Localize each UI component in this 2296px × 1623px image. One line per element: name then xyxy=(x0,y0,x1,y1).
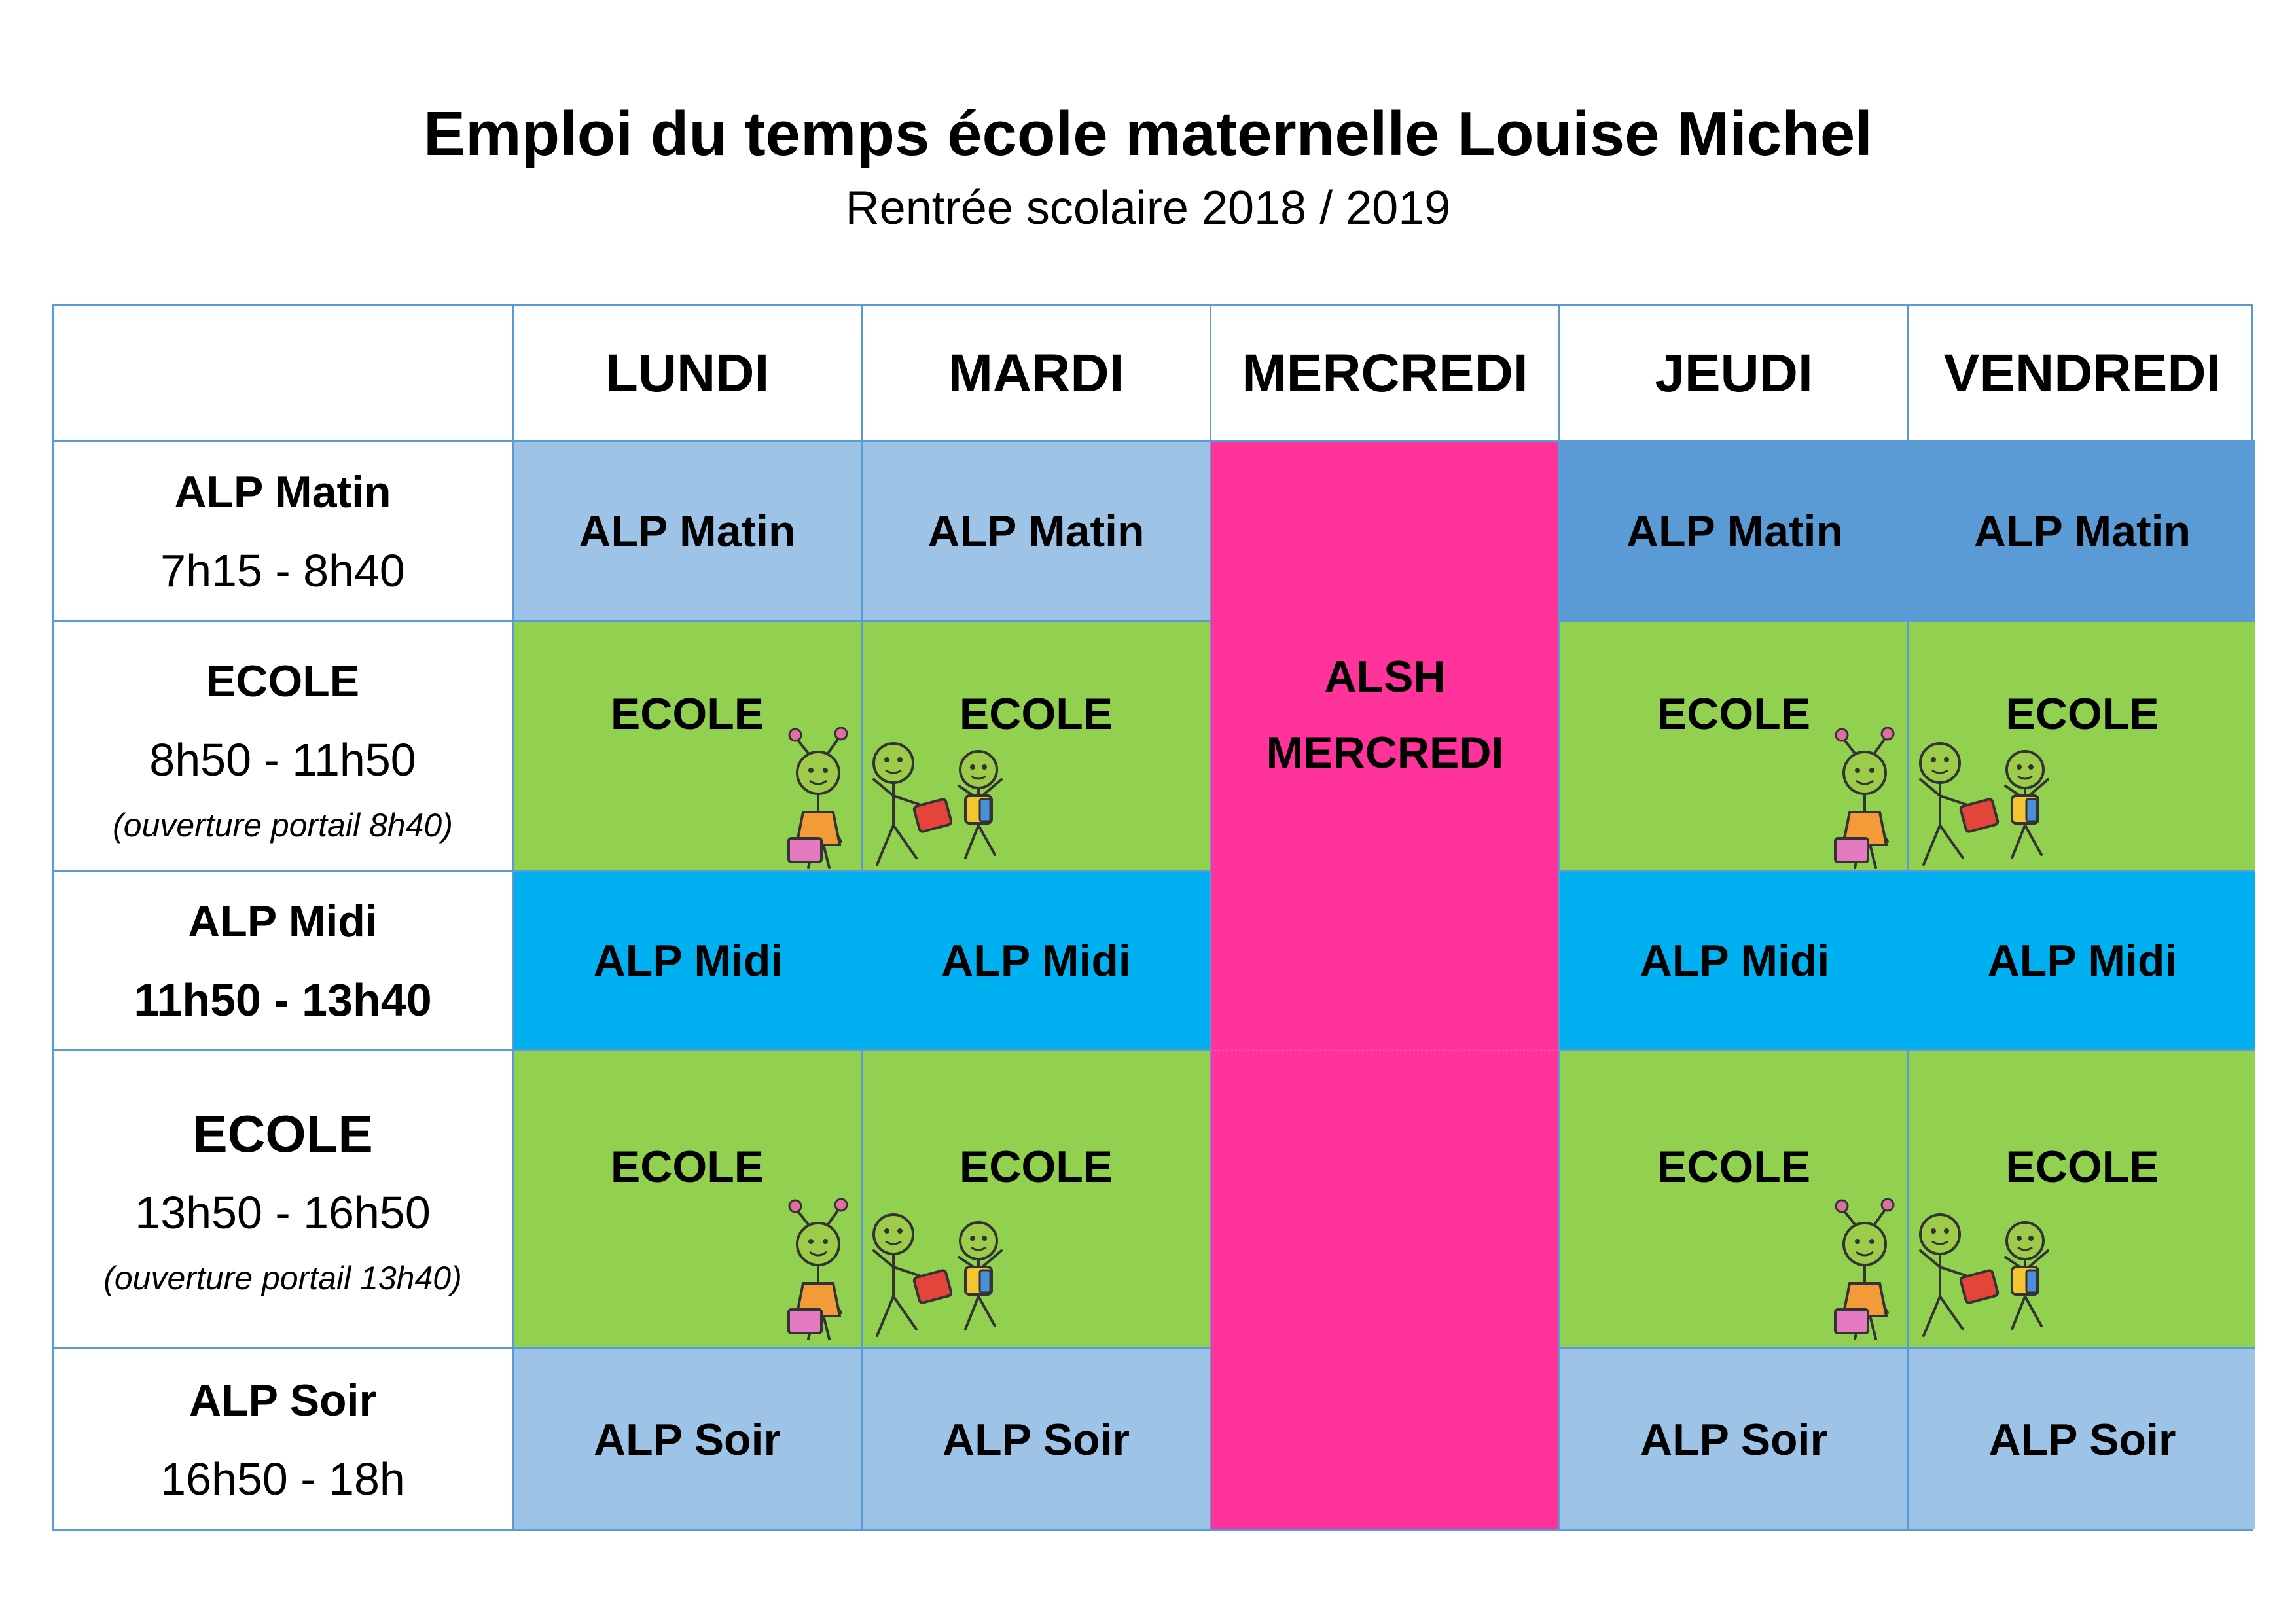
activity-label: ALP Midi xyxy=(1987,936,2178,986)
row-label-ecole-matin xyxy=(54,622,514,872)
activity-label: ECOLE xyxy=(610,1141,764,1192)
activity-label: ALP Soir xyxy=(1640,1414,1827,1465)
row-name: ECOLE xyxy=(192,1104,373,1163)
children-illustration xyxy=(769,727,1031,871)
activity-label: ECOLE xyxy=(1657,688,1811,739)
cell-mercredi-ecole-apres-midi xyxy=(1211,1051,1560,1349)
activity-label: ALP Matin xyxy=(1626,507,1844,556)
activity-label: ALP Midi xyxy=(1640,936,1830,986)
cell-jeudi-ecole-matin xyxy=(1560,622,1909,872)
children-illustration xyxy=(1816,1198,2077,1342)
cell-jeudi-alp-matin xyxy=(1560,442,1909,622)
day-header-mercredi: MERCREDI xyxy=(1211,306,1560,442)
activity-label: ALP Soir xyxy=(1988,1414,2176,1465)
activity-label: ECOLE xyxy=(2005,1141,2159,1192)
row-time: 7h15 - 8h40 xyxy=(160,545,405,596)
activity-label: ALP Soir xyxy=(594,1414,781,1465)
cell-mardi-alp-soir xyxy=(863,1349,1211,1529)
cell-mercredi-alp-midi xyxy=(1211,872,1560,1051)
page-title: Emploi du temps école maternelle Louise Michel xyxy=(423,99,1873,169)
cell-mercredi-alsh xyxy=(1211,622,1560,872)
alsh-label: ALSH xyxy=(1324,651,1446,702)
day-header-jeudi: JEUDI xyxy=(1560,306,1909,442)
cell-lundi-alp-midi xyxy=(514,872,863,1051)
alsh-label-day: MERCREDI xyxy=(1266,727,1504,777)
activity-label: ECOLE xyxy=(959,1141,1113,1192)
row-label-alp-soir xyxy=(54,1349,514,1529)
row-label-ecole-apres-midi xyxy=(54,1051,514,1349)
cell-mercredi-alp-soir xyxy=(1211,1349,1560,1529)
row-name: ALP Midi xyxy=(188,897,378,946)
activity-label: ECOLE xyxy=(1657,1141,1811,1192)
day-header-vendredi: VENDREDI xyxy=(1909,306,2255,442)
cell-mardi-alp-midi xyxy=(863,872,1211,1051)
row-label-alp-midi xyxy=(54,872,514,1051)
day-header-lundi: LUNDI xyxy=(514,306,863,442)
cell-lundi-ecole-matin xyxy=(514,622,863,872)
row-label-alp-matin xyxy=(54,442,514,622)
cell-vendredi-alp-matin xyxy=(1909,442,2255,622)
cell-jeudi-ecole-apres-midi xyxy=(1560,1051,1909,1349)
day-header-mardi: MARDI xyxy=(863,306,1211,442)
activity-label: ECOLE xyxy=(959,688,1113,739)
row-name: ALP Soir xyxy=(189,1375,376,1425)
activity-label: ALP Midi xyxy=(593,936,783,986)
row-note: (ouverture portail 8h40) xyxy=(113,806,453,844)
cell-vendredi-alp-soir xyxy=(1909,1349,2255,1529)
row-name: ALP Matin xyxy=(174,467,391,517)
cell-jeudi-alp-midi xyxy=(1560,872,1909,1051)
children-illustration xyxy=(769,1198,1031,1342)
activity-label: ECOLE xyxy=(2005,688,2159,739)
activity-label: ALP Matin xyxy=(1973,507,2191,556)
activity-label: ALP Matin xyxy=(927,507,1145,556)
row-time: 11h50 - 13h40 xyxy=(134,974,432,1026)
cell-jeudi-alp-soir xyxy=(1560,1349,1909,1529)
activity-label: ALP Matin xyxy=(579,507,796,556)
activity-label: ALP Midi xyxy=(941,936,1131,986)
cell-lundi-alp-soir xyxy=(514,1349,863,1529)
activity-label: ECOLE xyxy=(610,688,764,739)
timetable xyxy=(52,304,2253,1531)
corner-cell xyxy=(54,306,514,442)
row-name: ECOLE xyxy=(206,656,360,706)
cell-lundi-ecole-apres-midi xyxy=(514,1051,863,1349)
cell-lundi-alp-matin xyxy=(514,442,863,622)
cell-mardi-alp-matin xyxy=(863,442,1211,622)
cell-vendredi-alp-midi xyxy=(1909,872,2255,1051)
row-note: (ouverture portail 13h40) xyxy=(103,1259,462,1296)
cell-mercredi-alp-matin xyxy=(1211,442,1560,622)
children-illustration xyxy=(1816,727,2077,871)
activity-label: ALP Soir xyxy=(942,1414,1130,1465)
page-subtitle: Rentrée scolaire 2018 / 2019 xyxy=(845,182,1451,234)
row-time: 16h50 - 18h xyxy=(160,1453,405,1505)
row-time: 13h50 - 16h50 xyxy=(135,1186,431,1238)
row-time: 8h50 - 11h50 xyxy=(149,734,416,785)
